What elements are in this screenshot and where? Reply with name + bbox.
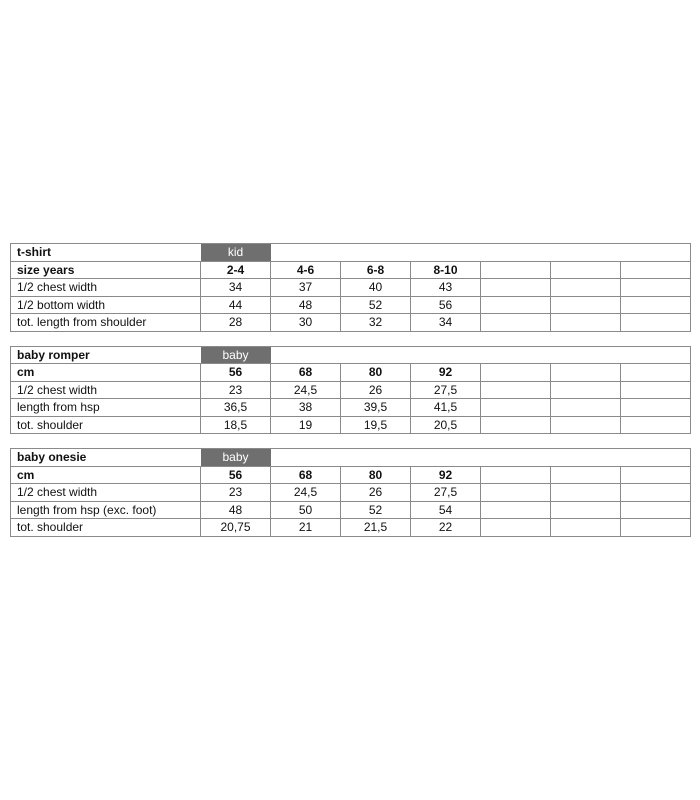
table-row	[11, 296, 691, 314]
table-row	[11, 399, 691, 417]
table-cell: 41,5	[411, 399, 481, 417]
size-header-row	[11, 466, 691, 484]
category-badge: kid	[201, 244, 271, 262]
table-cell: 48	[201, 501, 271, 519]
size-header-cell: 2-4	[201, 261, 271, 279]
row-label: tot. length from shoulder	[11, 314, 201, 332]
table-cell: 39,5	[341, 399, 411, 417]
table-title-row	[11, 244, 691, 262]
row-label: 1/2 chest width	[11, 381, 201, 399]
size-header-label: cm	[11, 364, 201, 382]
table-cell: 20,75	[201, 519, 271, 537]
row-label: 1/2 chest width	[11, 484, 201, 502]
size-header-cell: 68	[271, 364, 341, 382]
size-header-row	[11, 261, 691, 279]
table-cell: 37	[271, 279, 341, 297]
row-label: 1/2 bottom width	[11, 296, 201, 314]
table-cell: 50	[271, 501, 341, 519]
size-header-cell: 92	[411, 466, 481, 484]
category-badge: baby	[201, 449, 271, 467]
size-header-cell: 92	[411, 364, 481, 382]
table-title-row	[11, 346, 691, 364]
size-table-baby-onesie	[10, 448, 691, 537]
table-cell: 52	[341, 501, 411, 519]
table-cell: 19,5	[341, 416, 411, 434]
row-label: length from hsp	[11, 399, 201, 417]
table-title-row	[11, 449, 691, 467]
table-cell: 56	[411, 296, 481, 314]
size-header-cell: 4-6	[271, 261, 341, 279]
table-cell: 22	[411, 519, 481, 537]
table-row	[11, 279, 691, 297]
size-header-row	[11, 364, 691, 382]
size-header-cell: 8-10	[411, 261, 481, 279]
size-table-t-shirt	[10, 243, 691, 332]
table-cell: 34	[411, 314, 481, 332]
table-cell: 38	[271, 399, 341, 417]
table-cell: 19	[271, 416, 341, 434]
table-cell: 26	[341, 381, 411, 399]
table-cell: 54	[411, 501, 481, 519]
table-row	[11, 484, 691, 502]
table-cell: 24,5	[271, 381, 341, 399]
table-cell: 18,5	[201, 416, 271, 434]
table-cell: 23	[201, 484, 271, 502]
row-label: tot. shoulder	[11, 416, 201, 434]
table-cell: 21,5	[341, 519, 411, 537]
size-header-cell: 80	[341, 364, 411, 382]
row-label: length from hsp (exc. foot)	[11, 501, 201, 519]
size-header-cell: 68	[271, 466, 341, 484]
table-row	[11, 416, 691, 434]
table-cell: 24,5	[271, 484, 341, 502]
size-charts	[10, 243, 690, 551]
table-cell: 43	[411, 279, 481, 297]
table-title: baby romper	[11, 346, 201, 364]
table-cell: 28	[201, 314, 271, 332]
table-cell: 40	[341, 279, 411, 297]
table-cell: 27,5	[411, 484, 481, 502]
table-cell: 23	[201, 381, 271, 399]
size-header-label: cm	[11, 466, 201, 484]
table-cell: 48	[271, 296, 341, 314]
size-header-cell: 80	[341, 466, 411, 484]
table-cell: 20,5	[411, 416, 481, 434]
table-cell: 30	[271, 314, 341, 332]
table-cell: 21	[271, 519, 341, 537]
table-cell: 34	[201, 279, 271, 297]
table-row	[11, 381, 691, 399]
table-cell: 26	[341, 484, 411, 502]
table-row	[11, 501, 691, 519]
row-label: tot. shoulder	[11, 519, 201, 537]
size-header-cell: 56	[201, 364, 271, 382]
row-label: 1/2 chest width	[11, 279, 201, 297]
size-header-cell: 56	[201, 466, 271, 484]
table-cell: 44	[201, 296, 271, 314]
table-cell: 27,5	[411, 381, 481, 399]
table-row	[11, 314, 691, 332]
size-table-baby-romper	[10, 346, 691, 435]
size-header-label: size years	[11, 261, 201, 279]
table-cell: 36,5	[201, 399, 271, 417]
table-title: baby onesie	[11, 449, 201, 467]
category-badge: baby	[201, 346, 271, 364]
table-title: t-shirt	[11, 244, 201, 262]
size-header-cell: 6-8	[341, 261, 411, 279]
table-cell: 52	[341, 296, 411, 314]
table-row	[11, 519, 691, 537]
table-cell: 32	[341, 314, 411, 332]
